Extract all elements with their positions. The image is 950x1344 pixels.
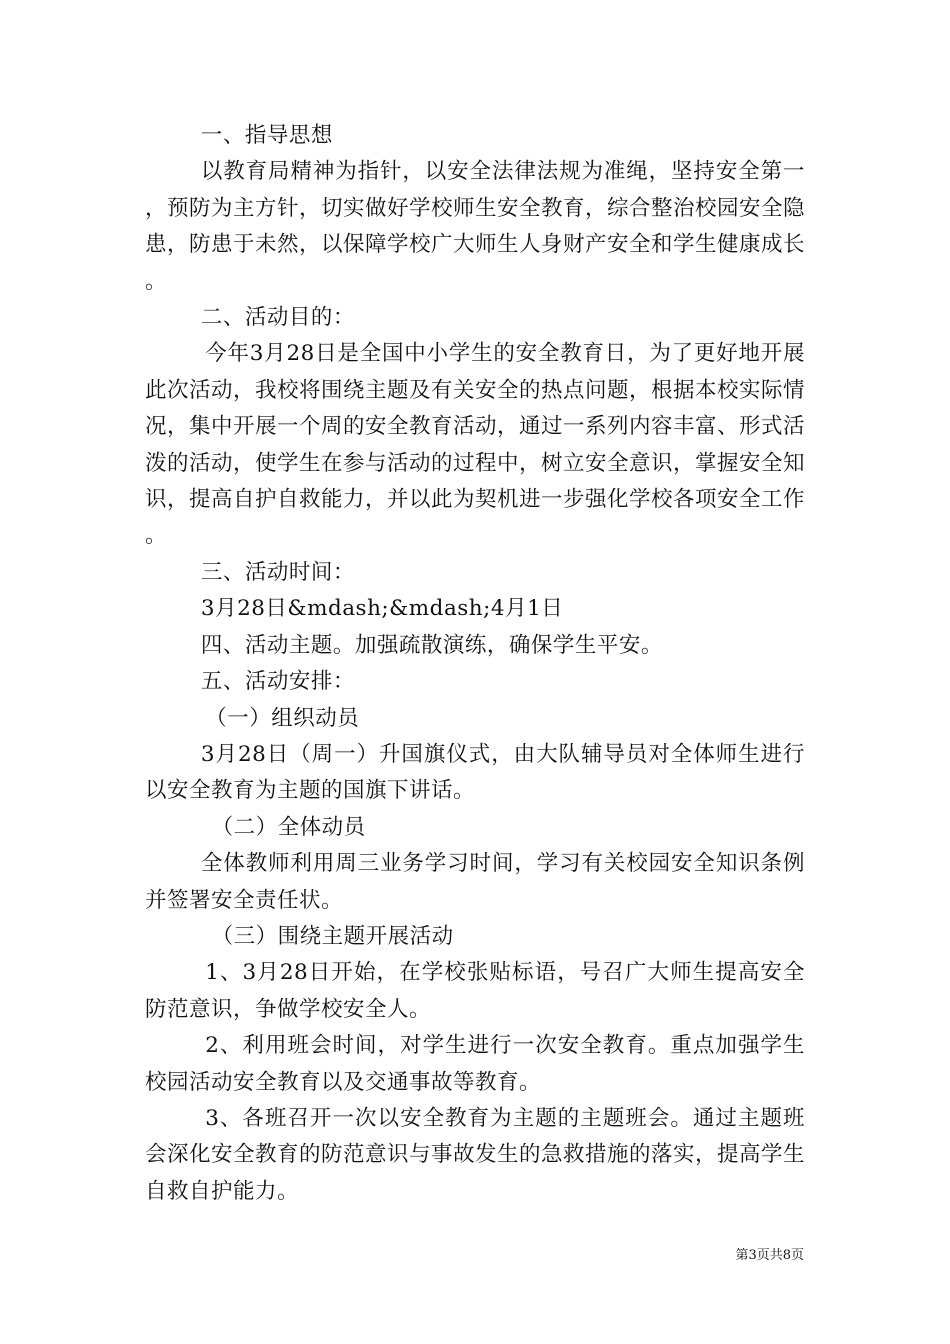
paragraph-activity-time: 3月28日&mdash;&mdash;4月1日 (200, 596, 564, 622)
subheading-all-staff-mobilization: （二）全体动员 (211, 814, 366, 840)
section-heading-guiding-idea: 一、指导思想 (200, 123, 333, 148)
section-heading-activity-arrangement: 五、活动安排： (200, 669, 355, 695)
section-heading-activity-theme: 四、活动主题。加强疏散演练，确保学生平安。 (200, 632, 663, 658)
subheading-theme-activities: （三）围绕主题开展活动 (211, 923, 454, 949)
page-number-footer: 第3页共8页 (735, 1248, 804, 1263)
paragraph-organize-mobilization: 3月28日（周一）升国旗仪式，由大队辅导员对全体师生进行以安全教育为主题的国旗下讲话。 (145, 741, 805, 804)
list-item-class-meeting-education: 2、利用班会时间，对学生进行一次安全教育。重点加强学生校园活动安全教育以及交通事故等教育。 (145, 1033, 805, 1095)
subheading-organize-mobilization: （一）组织动员 (205, 705, 360, 731)
section-heading-activity-purpose: 二、活动目的： (200, 305, 355, 331)
paragraph-activity-purpose: 今年3月28日是全国中小学生的安全教育日，为了更好地开展此次活动，我校将围绕主题及有关安全的热点问题，根据本校实际情况，集中开展一个周的安全教育活动，通过一系列内容丰富、形式活泼的活动，使学生在参与活动的过程中，树立安全意识，掌握安全知识，提高自护自救能力，并以此为契机进一步强化学校各项安全工作。 (145, 341, 806, 549)
paragraph-guiding-idea: 以教育局精神为指针，以安全法律法规为准绳，坚持安全第一，预防为主方针，切实做好学校师生安全教育，综合整治校园安全隐患，防患于未然，以保障学校广大师生人身财产安全和学生健康成长。 (145, 159, 806, 294)
section-heading-activity-time: 三、活动时间： (200, 559, 355, 585)
document-body (145, 118, 805, 1210)
list-item-theme-class-meeting: 3、各班召开一次以安全教育为主题的主题班会。通过主题班会深化安全教育的防范意识与事故发生的急救措施的落实，提高学生自救自护能力。 (145, 1105, 806, 1204)
list-item-posters: 1、3月28日开始，在学校张贴标语，号召广大师生提高安全防范意识，争做学校安全人。 (145, 960, 805, 1022)
paragraph-all-staff-mobilization: 全体教师利用周三业务学习时间，学习有关校园安全知识条例并签署安全责任状。 (145, 851, 805, 913)
